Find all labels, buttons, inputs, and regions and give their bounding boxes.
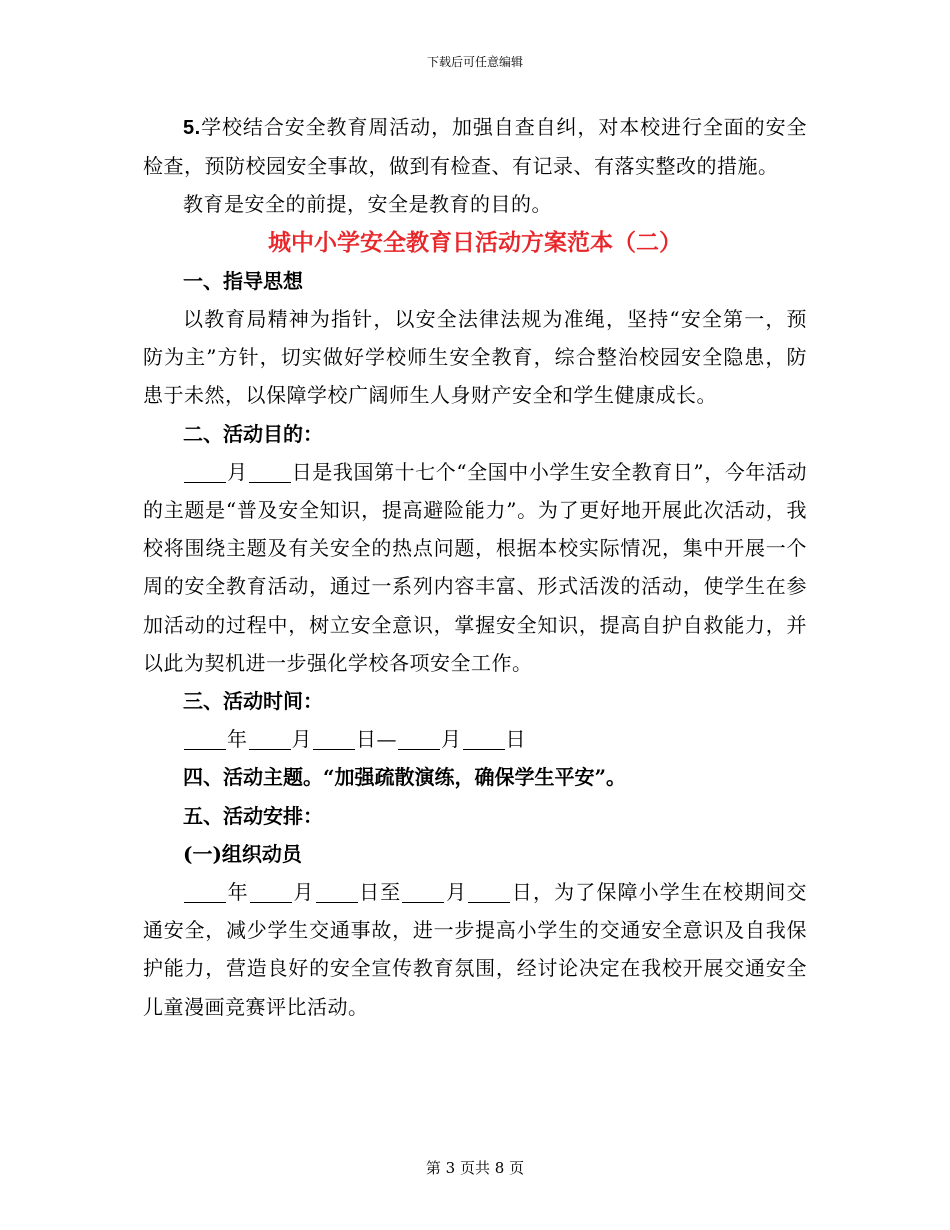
day-dash-label: 日— — [356, 727, 397, 752]
year-label: 年 — [227, 727, 248, 752]
month-label: 月 — [441, 727, 462, 752]
document-body — [143, 108, 807, 1026]
section-heading-arrangement: 五、活动安排： — [183, 803, 323, 828]
blank-field — [463, 729, 505, 750]
paragraph-purpose — [143, 453, 807, 682]
blank-field — [249, 729, 291, 750]
blank-field — [250, 882, 292, 903]
purpose-text: 日是我国第十七个“全国中小学生安全教育日”，今年活动的主题是“普及安全知识，提高避险能力”。为了更好地开展此次活动，我校将围绕主题及有关安全的热点问题，根据本校实际情况，集中开展一个周的安全教育活动，通过一系列内容丰富、形式活泼的活动，使学生在参加活动的过程中，树立安全意识，掌握安全知识，提高自护自救能力，并以此为契机进一步强化学校各项安全工作。 — [143, 459, 808, 675]
document-title: 城中小学安全教育日活动方案范本（二） — [268, 228, 682, 256]
blank-field — [398, 729, 440, 750]
closing-line: 教育是安全的前提，安全是教育的目的。 — [183, 192, 552, 217]
header-note: 下载后可任意编辑 — [426, 55, 523, 69]
day-label: 日 — [505, 727, 526, 752]
paragraph-time — [143, 720, 807, 758]
month-label: 月 — [227, 459, 248, 484]
subsection-heading-mobilization: (一)组织动员 — [183, 841, 302, 866]
blank-field — [402, 882, 444, 903]
section-heading-theme: 四、活动主题。“加强疏散演练，确保学生平安”。 — [183, 765, 627, 790]
paragraph-guiding-ideology: 以教育局精神为指针，以安全法律法规为准绳，坚持“安全第一，预防为主”方针，切实做好学校师生安全教育，综合整治校园安全隐患，防患于未然，以保障学校广阔师生人身财产安全和学生健康成长。 — [143, 307, 807, 408]
year-label: 年 — [227, 880, 249, 905]
section-heading-guiding-ideology: 一、指导思想 — [183, 268, 303, 293]
mobilization-text: 日，为了保障小学生在校期间交通安全，减少学生交通事故，进一步提高小学生的交通安全意识及自我保护能力，营造良好的安全宣传教育氛围，经讨论决定在我校开展交通安全儿童漫画竞赛评比活动。 — [143, 880, 808, 1019]
day-to-label: 日至 — [358, 880, 402, 905]
paragraph-item-5 — [143, 108, 807, 185]
blank-field — [184, 882, 226, 903]
blank-field — [184, 462, 226, 483]
blank-field — [313, 729, 355, 750]
blank-field — [316, 882, 358, 903]
month-label: 月 — [445, 880, 468, 905]
section-heading-time: 三、活动时间： — [183, 689, 323, 714]
page-number-footer: 第 3 页共 8 页 — [425, 1159, 525, 1177]
item-number: 5. — [183, 117, 201, 139]
month-label: 月 — [291, 727, 312, 752]
section-heading-purpose: 二、活动目的： — [183, 421, 323, 446]
paragraph-text: 学校结合安全教育周活动，加强自查自纠，对本校进行全面的安全检查，预防校园安全事故，做到有检查、有记录、有落实整改的措施。 — [143, 115, 807, 179]
blank-field — [249, 462, 291, 483]
blank-field — [184, 729, 226, 750]
paragraph-mobilization — [143, 873, 807, 1026]
month-label: 月 — [292, 880, 315, 905]
blank-field — [468, 882, 510, 903]
